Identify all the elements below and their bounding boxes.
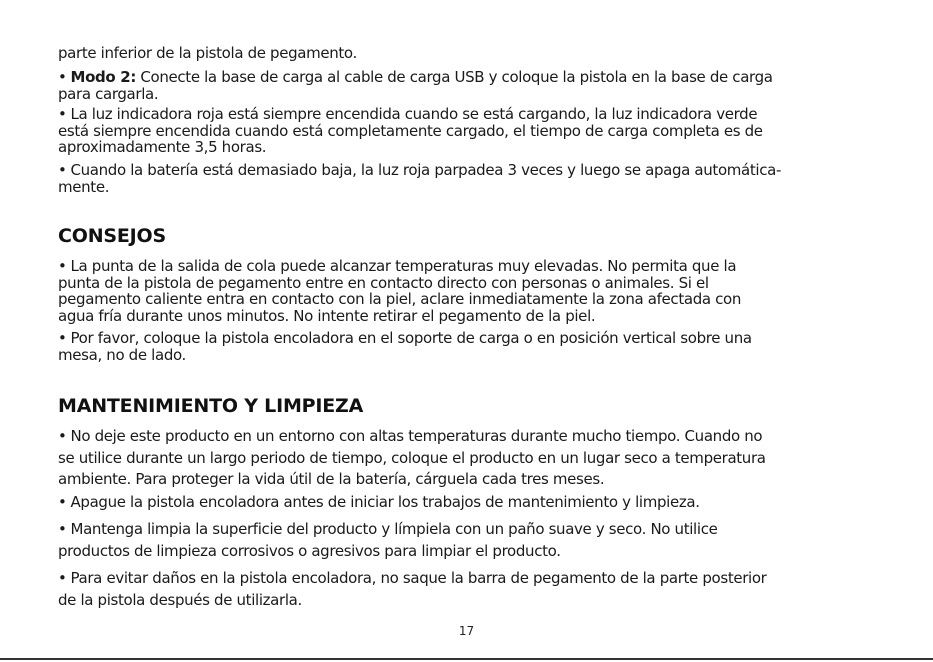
bullet: • <box>58 427 67 445</box>
mantenimiento-item-2 <box>58 492 888 514</box>
mantenimiento-item-1-line-1: • No deje este producto en un entorno con altas temperaturas durante mucho tiempo. Cuando no <box>58 427 763 445</box>
consejos-item-1-line-3: pegamento caliente entra en contacto con la piel, aclare inmediatamente la zona afectada con <box>58 290 742 308</box>
intro-paragraph <box>58 45 888 62</box>
consejos-item-1-line-1: • La punta de la salida de cola puede alcanzar temperaturas muy elevadas. No permita que la <box>58 257 737 275</box>
intro-line: parte inferior de la pistola de pegamento. <box>58 44 357 62</box>
bullet: • <box>58 329 67 347</box>
charging-light-line-3: aproximadamente 3,5 horas. <box>58 138 267 156</box>
consejos-item-1-line-4: agua fría durante unos minutos. No intente retirar el pegamento de la piel. <box>58 306 596 325</box>
mantenimiento-item-1 <box>58 426 888 491</box>
charging-light-paragraph <box>58 106 888 156</box>
mantenimiento-item-3-line-2: productos de limpieza corrosivos o agresivos para limpiar el producto. <box>58 541 561 560</box>
bullet: • <box>58 493 67 511</box>
modo2-text: Conecte la base de carga al cable de carga USB y coloque la pistola en la base de carga <box>140 68 773 86</box>
bullet: • <box>58 569 67 587</box>
bullet: • <box>58 520 67 538</box>
mantenimiento-item-4-line-2: de la pistola después de utilizarla. <box>58 590 302 609</box>
section-heading-mantenimiento: MANTENIMIENTO Y LIMPIEZA <box>58 395 364 417</box>
mantenimiento-item-2-line-1: • Apague la pistola encoladora antes de iniciar los trabajos de mantenimiento y limpieza. <box>58 493 700 511</box>
bullet: • <box>58 257 67 275</box>
mantenimiento-item-1-line-3: ambiente. Para proteger la vida útil de la batería, cárguela cada tres meses. <box>58 470 605 488</box>
mantenimiento-item-4 <box>58 568 888 611</box>
consejos-item-2-line-2: mesa, no de lado. <box>58 345 186 364</box>
bullet: • <box>58 68 67 86</box>
consejos-item-1-line-2: punta de la pistola de pegamento entre en contacto directo con personas o animales. Si el <box>58 273 709 292</box>
modo2-paragraph <box>58 69 888 102</box>
bottom-rule <box>0 658 933 660</box>
consejos-item-2 <box>58 330 888 363</box>
mantenimiento-item-3-line-1: • Mantenga limpia la superficie del producto y límpiela con un paño suave y seco. No utilice <box>58 520 718 538</box>
modo2-line-2: para cargarla. <box>58 84 159 103</box>
low-battery-line-2: mente. <box>58 177 110 196</box>
low-battery-line-1: • Cuando la batería está demasiado baja, la luz roja parpadea 3 veces y luego se apaga automática- <box>58 161 782 179</box>
mantenimiento-item-1-line-2: se utilice durante un largo periodo de tiempo, coloque el producto en un lugar seco a temperatura <box>58 448 766 467</box>
section-heading-consejos: CONSEJOS <box>58 225 166 247</box>
low-battery-paragraph <box>58 162 888 195</box>
charging-light-line-1: • La luz indicadora roja está siempre encendida cuando se está cargando, la luz indicadora verde <box>58 105 758 123</box>
bullet: • <box>58 105 67 123</box>
mantenimiento-item-3 <box>58 519 888 562</box>
mantenimiento-item-4-line-1: • Para evitar daños en la pistola encoladora, no saque la barra de pegamento de la parte posterior <box>58 569 767 587</box>
modo2-label: Modo 2: <box>70 68 136 86</box>
consejos-item-2-line-1: • Por favor, coloque la pistola encoladora en el soporte de carga o en posición vertical sobre una <box>58 329 752 347</box>
modo2-line-1 <box>58 69 888 86</box>
bullet: • <box>58 161 67 179</box>
charging-light-line-2: está siempre encendida cuando está completamente cargado, el tiempo de carga completa es de <box>58 121 763 140</box>
page-number: 17 <box>458 624 475 638</box>
consejos-item-1 <box>58 258 888 324</box>
